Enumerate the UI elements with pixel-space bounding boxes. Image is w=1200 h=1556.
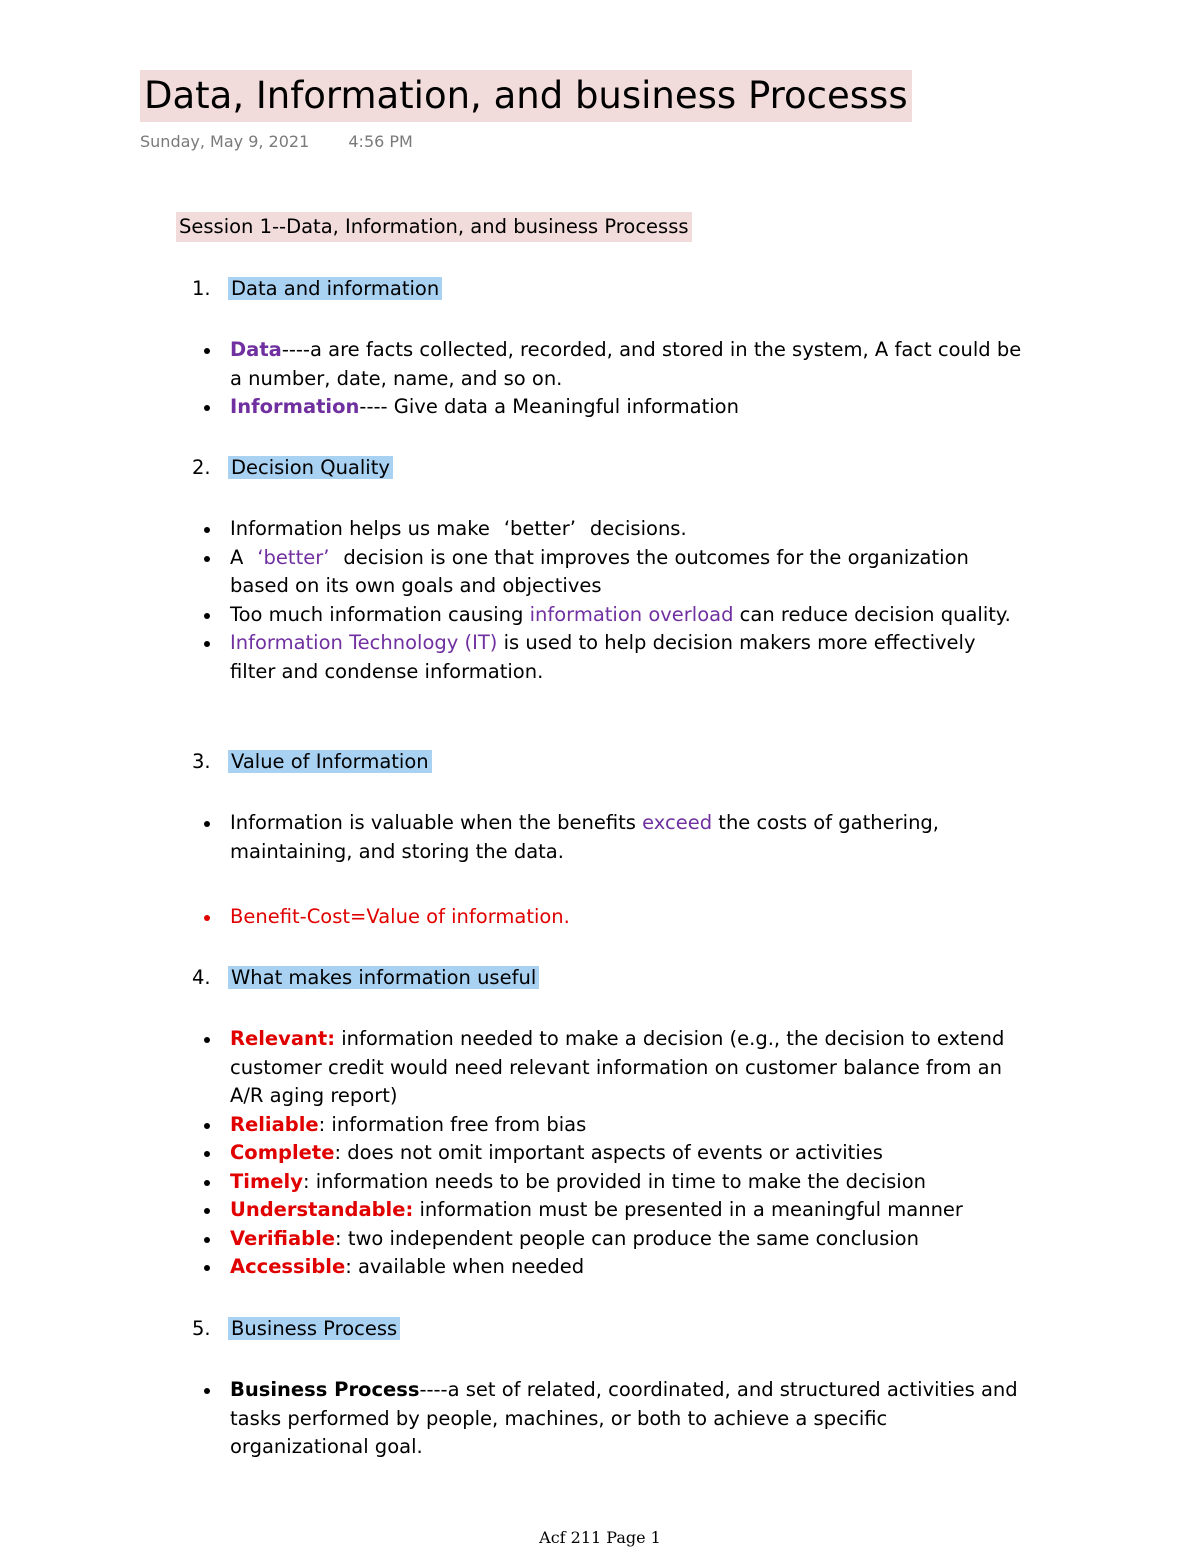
formula-text: Benefit-Cost=Value of information. bbox=[230, 905, 570, 928]
section-number: 3. bbox=[192, 750, 211, 773]
section-label: Decision Quality bbox=[228, 456, 393, 479]
term: Accessible bbox=[230, 1255, 346, 1278]
section-number: 5. bbox=[192, 1317, 211, 1340]
list-item bbox=[196, 393, 1026, 422]
description: ----a are facts collected, recorded, and stored in the system, A fact could be a number, date, name, and so on. bbox=[230, 338, 1022, 390]
section-heading-2 bbox=[192, 453, 393, 483]
list-item bbox=[196, 1225, 1026, 1254]
section-heading-1 bbox=[192, 274, 442, 304]
quoted-word: ‘better’ bbox=[503, 517, 576, 540]
list-item bbox=[196, 1376, 1026, 1462]
text-segment: is used to help decision makers more effectively filter and condense information. bbox=[230, 631, 976, 683]
section-4-list bbox=[196, 1025, 1026, 1282]
section-3-formula-list bbox=[196, 903, 1026, 932]
highlighted-term: ‘better’ bbox=[257, 545, 330, 569]
list-item bbox=[196, 809, 1026, 866]
section-heading-5 bbox=[192, 1314, 400, 1344]
term: Data bbox=[230, 338, 282, 361]
section-number: 4. bbox=[192, 966, 211, 989]
term: Verifiable bbox=[230, 1226, 336, 1250]
description: : does not omit important aspects of events or activities bbox=[334, 1141, 883, 1164]
text-segment: can reduce decision quality. bbox=[733, 602, 1011, 626]
text-segment: decision is one that improves the outcomes for the organization based on its own goals and objectives bbox=[230, 545, 969, 597]
text-segment: decisions. bbox=[589, 517, 687, 540]
description: information must be presented in a meaningful manner bbox=[413, 1198, 963, 1221]
term: Business Process bbox=[230, 1378, 420, 1401]
section-5-list bbox=[196, 1376, 1026, 1462]
description: : information free from bias bbox=[318, 1112, 587, 1136]
description: ---- Give data a Meaningful information bbox=[359, 395, 739, 418]
highlighted-term: Information Technology (IT) bbox=[230, 631, 498, 654]
text-segment: Information helps us make bbox=[230, 517, 490, 540]
section-label: Data and information bbox=[228, 277, 442, 300]
highlighted-term: information overload bbox=[529, 602, 734, 626]
list-item bbox=[196, 629, 1026, 686]
section-label: What makes information useful bbox=[228, 966, 539, 989]
description: : two independent people can produce the same conclusion bbox=[335, 1226, 919, 1250]
session-heading: Session 1--Data, Information, and business Processs bbox=[176, 212, 692, 242]
term: Timely bbox=[230, 1169, 303, 1193]
text-segment: Information is valuable when the benefits bbox=[230, 811, 643, 834]
section-1-list bbox=[196, 336, 1026, 422]
section-heading-4 bbox=[192, 963, 539, 993]
section-number: 2. bbox=[192, 456, 211, 479]
page-title: Data, Information, and business Processs bbox=[140, 70, 912, 122]
term: Information bbox=[230, 395, 360, 418]
list-item bbox=[196, 515, 1026, 544]
description: information needed to make a decision (e.g., the decision to extend customer credit would need relevant information on customer balance from an A/R aging report) bbox=[230, 1027, 1005, 1107]
list-item bbox=[196, 601, 1026, 630]
text-segment: Too much information causing bbox=[230, 602, 530, 626]
text-segment: A bbox=[230, 545, 244, 569]
page-time: 4:56 PM bbox=[348, 132, 413, 151]
list-item bbox=[196, 903, 1026, 932]
text-segment: the costs of gathering, maintaining, and storing the data. bbox=[230, 811, 940, 863]
highlighted-term: exceed bbox=[642, 811, 713, 834]
list-item bbox=[196, 544, 1026, 601]
section-3-list bbox=[196, 809, 1026, 866]
list-item bbox=[196, 1196, 1026, 1225]
page-metadata bbox=[140, 132, 413, 151]
description: : available when needed bbox=[345, 1255, 585, 1278]
description: ----a set of related, coordinated, and structured activities and tasks performed by people, machines, or both to achieve a specific organizational goal. bbox=[230, 1378, 1018, 1458]
term: Understandable: bbox=[230, 1198, 414, 1221]
description: : information needs to be provided in time to make the decision bbox=[302, 1169, 927, 1193]
section-2-list bbox=[196, 515, 1026, 686]
section-label: Value of Information bbox=[228, 750, 432, 773]
section-label: Business Process bbox=[228, 1317, 400, 1340]
term: Reliable bbox=[230, 1112, 319, 1136]
list-item bbox=[196, 1253, 1026, 1282]
term: Complete bbox=[230, 1141, 335, 1164]
page-date: Sunday, May 9, 2021 bbox=[140, 132, 310, 151]
list-item bbox=[196, 1025, 1026, 1111]
list-item bbox=[196, 1168, 1026, 1197]
list-item bbox=[196, 1111, 1026, 1140]
section-heading-3 bbox=[192, 747, 432, 777]
section-number: 1. bbox=[192, 277, 211, 300]
term: Relevant: bbox=[230, 1027, 336, 1050]
list-item bbox=[196, 1139, 1026, 1168]
list-item bbox=[196, 336, 1026, 393]
page-footer: Acf 211 Page 1 bbox=[539, 1528, 661, 1547]
